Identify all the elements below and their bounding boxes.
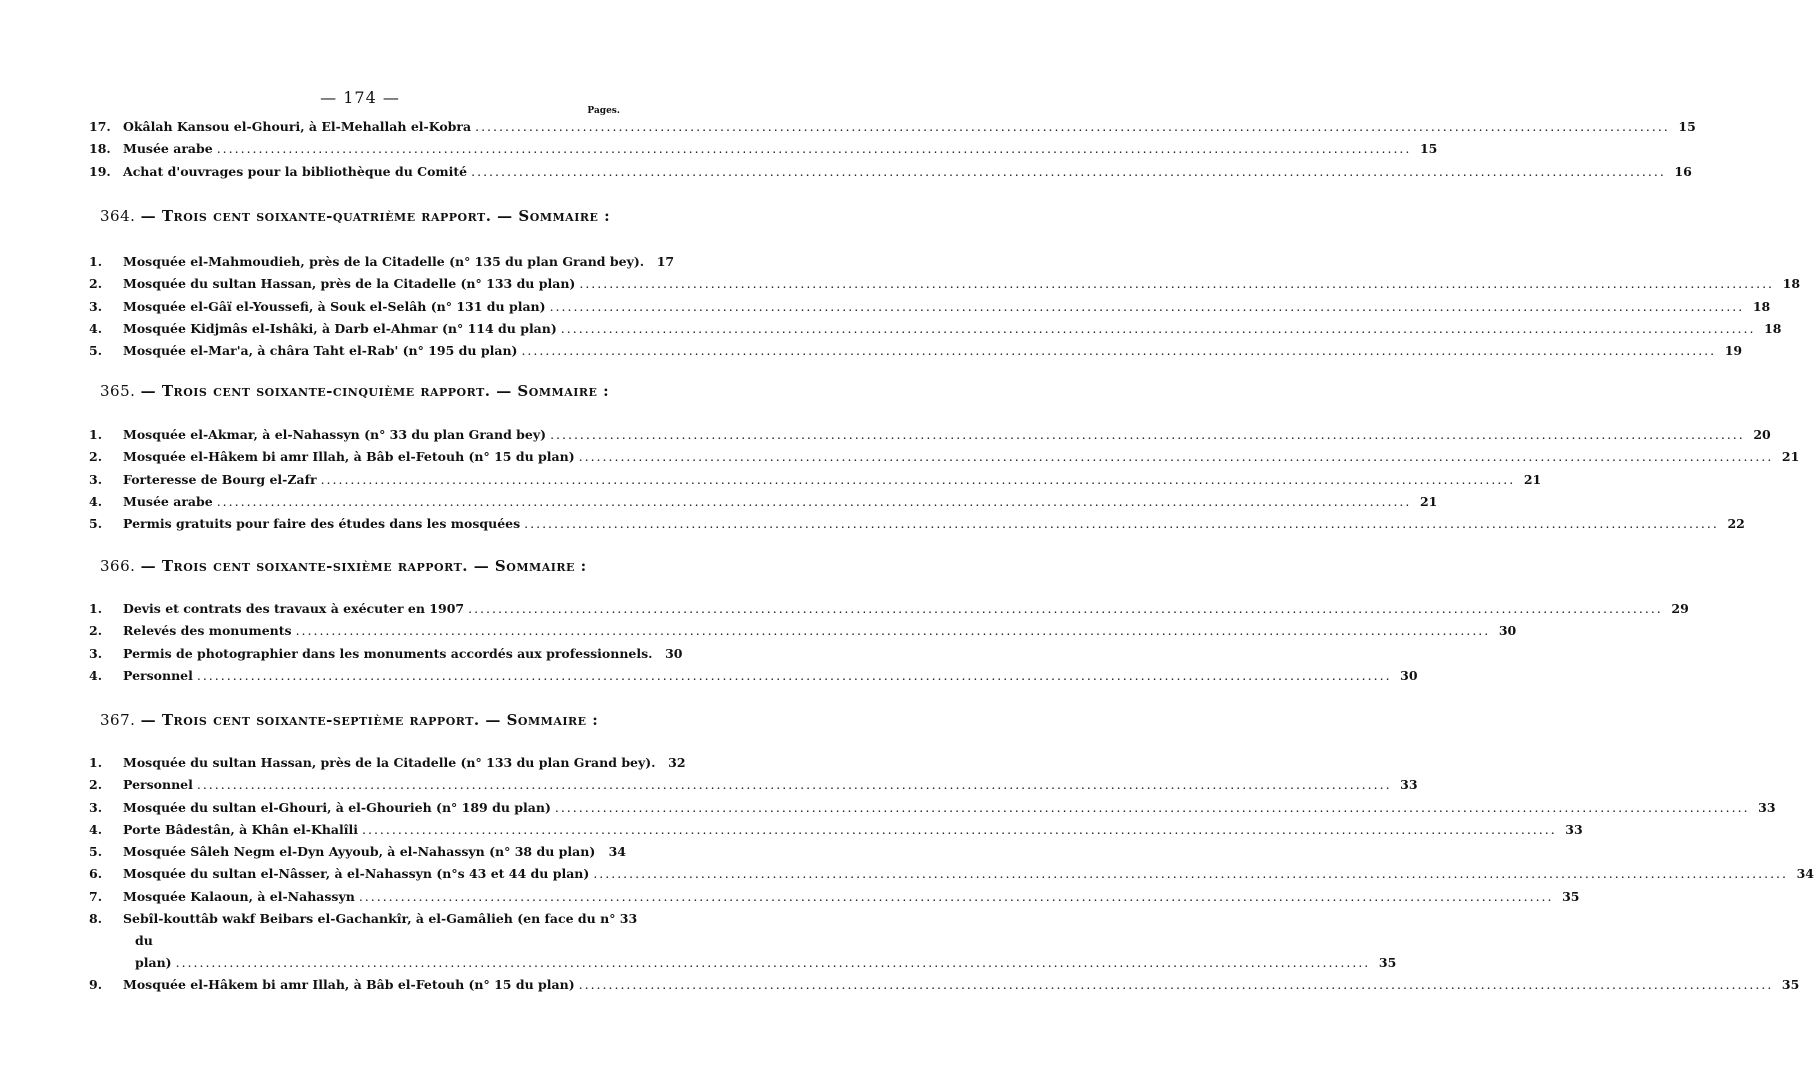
- entry-title: Mosquée el-Akmar, à el-Nahassyn (n° 33 du plan Grand bey): [123, 427, 547, 442]
- entry-page: 18: [1782, 276, 1801, 292]
- entry-title: Achat d'ouvrages pour la bibliothèque du Comité: [123, 163, 468, 179]
- toc-section-366: [83, 598, 1689, 687]
- toc-entry: [83, 598, 1689, 620]
- entry-number: 3.: [89, 799, 103, 815]
- section-heading-364: 364. — Trois cent soixante-quatrième rapport. — Sommaire :: [100, 207, 611, 225]
- toc-entry: [83, 469, 1542, 491]
- entry-title: Mosquée Kalaoun, à el-Nahassyn: [123, 888, 355, 904]
- leader-dots: ........................................................................................................................................................................................................: [550, 427, 1745, 442]
- entry-number: 5.: [89, 516, 103, 532]
- entry-page: 16: [1674, 163, 1692, 179]
- entry-title: Okâlah Kansou el-Ghouri, à El-Mehallah el-Kobra: [123, 119, 472, 134]
- entry-page: 30: [1498, 623, 1517, 639]
- leader-dots: ........................................................................................................................................................................................................: [560, 320, 1756, 336]
- leader-dots: ........................................................................................................................................................................................................: [362, 821, 1557, 837]
- entry-title: Musée arabe: [123, 141, 213, 157]
- entry-page: 21: [1523, 471, 1542, 487]
- toc-entry: [83, 665, 1418, 687]
- leader-dots: ........................................................................................................................................................................................................: [475, 119, 1670, 134]
- entry-number: 17.: [89, 119, 111, 134]
- entry-number: 3.: [89, 298, 103, 314]
- toc-entry: [83, 752, 686, 774]
- leader-dots: ........................................................................................................................................................................................................: [320, 471, 1516, 487]
- leader-dots: ........................................................................................................................................................................................................: [471, 163, 1666, 179]
- entry-page: 15: [1419, 141, 1438, 157]
- toc-entry: [83, 841, 626, 863]
- entry-title: Mosquée du sultan el-Ghouri, à el-Ghourieh (n° 189 du plan): [123, 799, 551, 815]
- entry-number: 2.: [89, 623, 103, 639]
- entry-title: Porte Bâdestân, à Khân el-Khalîli: [123, 821, 359, 837]
- toc-entry: [83, 273, 1801, 295]
- entry-number: 4.: [89, 493, 103, 509]
- entry-title: Mosquée el-Hâkem bi amr Illah, à Bâb el-Fetouh (n° 15 du plan): [123, 449, 575, 465]
- entry-title: Personnel: [123, 777, 193, 793]
- entry-title-line: Sebîl-kouttâb wakf Beibars el-Gachankîr, à el-Gamâlieh (en face du n° 33: [123, 911, 638, 927]
- entry-page: 30: [665, 645, 683, 661]
- entry-page: 19: [1724, 343, 1743, 359]
- entry-page: 33: [1565, 821, 1583, 837]
- toc-entry: [83, 774, 1418, 796]
- entry-title: Mosquée du sultan el-Nâsser, à el-Nahassyn (n°s 43 et 44 du plan): [123, 866, 590, 882]
- entry-title: Mosquée el-Gâï el-Youssefi, à Souk el-Selâh (n° 131 du plan): [123, 298, 546, 314]
- toc-section-364: [83, 251, 1801, 362]
- toc-top-items: [83, 116, 1696, 183]
- entry-title-continuation: [123, 930, 1374, 974]
- entry-title: Mosquée Sâleh Negm el-Dyn Ayyoub, à el-Nahassyn (n° 38 du plan): [123, 844, 596, 860]
- toc-entry: [83, 296, 1771, 318]
- toc-entry: [83, 138, 1438, 160]
- entry-number: 8.: [89, 911, 103, 927]
- toc-entry: [83, 620, 1517, 642]
- entry-number: 4.: [89, 821, 103, 837]
- entry-title: Mosquée du sultan Hassan, près de la Citadelle (n° 133 du plan): [123, 276, 576, 292]
- entry-page: 20: [1753, 427, 1771, 442]
- toc-entry: [83, 251, 675, 273]
- entry-number: 1.: [89, 427, 103, 442]
- entry-page: 21: [1781, 449, 1800, 465]
- leader-dots: ........................................................................................................................................................................................................: [295, 623, 1491, 639]
- entry-page: 29: [1671, 601, 1689, 616]
- leader-dots: ........................................................................................................................................................................................................: [524, 516, 1719, 532]
- leader-dots: ........................................................................................................................................................................................................: [579, 276, 1775, 292]
- leader-dots: [599, 841, 600, 863]
- leader-dots: ........................................................................................................................................................................................................: [578, 977, 1774, 993]
- toc-entry: [83, 318, 1782, 340]
- entry-number: 7.: [89, 888, 103, 904]
- entry-page: 34: [608, 844, 626, 860]
- leader-dots: ........................................................................................................................................................................................................: [549, 298, 1745, 314]
- toc-entry: [83, 819, 1583, 841]
- leader-dots: ........................................................................................................................................................................................................: [216, 141, 1412, 157]
- entry-number: 3.: [89, 645, 103, 661]
- entry-number: 2.: [89, 777, 103, 793]
- entry-number: 4.: [89, 667, 103, 683]
- entry-number: 1.: [89, 254, 103, 269]
- entry-page: 18: [1752, 298, 1771, 314]
- toc-entry: [83, 863, 1814, 885]
- entry-page: 35: [1781, 977, 1800, 993]
- toc-entry: [83, 886, 1580, 908]
- entry-number: 1.: [89, 755, 103, 770]
- entry-page: 21: [1419, 493, 1438, 509]
- entry-title: Mosquée du sultan Hassan, près de la Citadelle (n° 133 du plan Grand bey).: [123, 755, 656, 770]
- leader-dots: ........................................................................................................................................................................................................: [196, 667, 1392, 683]
- entry-number: 18.: [89, 141, 111, 157]
- entry-title: Mosquée el-Mahmoudieh, près de la Citadelle (n° 135 du plan Grand bey).: [123, 254, 645, 269]
- entry-number: 19.: [89, 163, 111, 179]
- section-heading-365: 365. — Trois cent soixante-cinquième rapport. — Sommaire :: [100, 382, 610, 400]
- entry-number: 4.: [89, 320, 103, 336]
- entry-number: 5.: [89, 844, 103, 860]
- toc-entry: [83, 116, 1696, 138]
- toc-entry: [83, 424, 1771, 446]
- entry-title: Forteresse de Bourg el-Zafr: [123, 471, 317, 487]
- entry-page: 35: [1378, 954, 1397, 970]
- entry-page: 22: [1727, 516, 1745, 532]
- toc-entry: [83, 974, 1800, 996]
- entry-title: Devis et contrats des travaux à exécuter en 1907: [123, 601, 465, 616]
- leader-dots: ........................................................................................................................................................................................................: [521, 343, 1717, 359]
- entry-title: Permis gratuits pour faire des études dans les mosquées: [123, 516, 521, 532]
- toc-entry: [83, 446, 1800, 468]
- entry-title: Mosquée el-Mar'a, à châra Taht el-Rab' (n° 195 du plan): [123, 343, 518, 359]
- entry-number: 9.: [89, 977, 103, 993]
- entry-number: 3.: [89, 471, 103, 487]
- toc-entry: [83, 340, 1743, 362]
- entry-page: 32: [668, 755, 686, 770]
- leader-dots: ........................................................................................................................................................................................................: [593, 866, 1788, 882]
- entry-page: 35: [1562, 888, 1580, 904]
- toc-section-365: [83, 424, 1800, 535]
- entry-page: 18: [1764, 320, 1782, 336]
- entry-title: Mosquée el-Hâkem bi amr Illah, à Bâb el-Fetouh (n° 15 du plan): [123, 977, 575, 993]
- leader-dots: ........................................................................................................................................................................................................: [196, 777, 1392, 793]
- pages-column-label: Pages.: [587, 106, 620, 116]
- entry-page: 30: [1400, 667, 1418, 683]
- entry-page: 17: [656, 254, 675, 269]
- entry-title: Musée arabe: [123, 493, 213, 509]
- entry-page: 34: [1796, 866, 1814, 882]
- entry-title: [123, 908, 1374, 974]
- leader-dots: ........................................................................................................................................................................................................: [468, 601, 1663, 616]
- toc-section-367: [83, 752, 1814, 996]
- section-heading-366: 366. — Trois cent soixante-sixième rapport. — Sommaire :: [100, 557, 587, 575]
- entry-title: Relevés des monuments: [123, 623, 292, 639]
- toc-entry: [83, 643, 683, 665]
- entry-number: 1.: [89, 601, 103, 616]
- entry-title: Mosquée Kidjmâs el-Ishâki, à Darb el-Ahmar (n° 114 du plan): [123, 320, 557, 336]
- toc-entry: [83, 513, 1745, 535]
- entry-number: 5.: [89, 343, 103, 359]
- entry-title: Personnel: [123, 667, 193, 683]
- entry-page: 33: [1400, 777, 1418, 793]
- entry-page: 15: [1678, 119, 1696, 134]
- toc-entry: [83, 908, 1397, 974]
- entry-page: 33: [1758, 799, 1776, 815]
- toc-entry: [83, 491, 1438, 513]
- entry-number: 2.: [89, 276, 103, 292]
- leader-dots: ........................................................................................................................................................................................................: [554, 799, 1750, 815]
- section-heading-367: 367. — Trois cent soixante-septième rapport. — Sommaire :: [100, 711, 599, 729]
- toc-entry: [83, 797, 1776, 819]
- entry-number: 6.: [89, 866, 103, 882]
- entry-number: 2.: [89, 449, 103, 465]
- leader-dots: ........................................................................................................................................................................................................: [216, 493, 1412, 509]
- entry-title: Permis de photographier dans les monuments accordés aux professionnels.: [123, 645, 653, 661]
- leader-dots: ........................................................................................................................................................................................................: [175, 955, 1371, 971]
- entry-title-cont-text: du plan): [135, 933, 172, 971]
- leader-dots: ........................................................................................................................................................................................................: [578, 449, 1774, 465]
- toc-entry: [83, 161, 1692, 183]
- leader-dots: ........................................................................................................................................................................................................: [358, 888, 1554, 904]
- page-number: — 174 —: [320, 88, 400, 107]
